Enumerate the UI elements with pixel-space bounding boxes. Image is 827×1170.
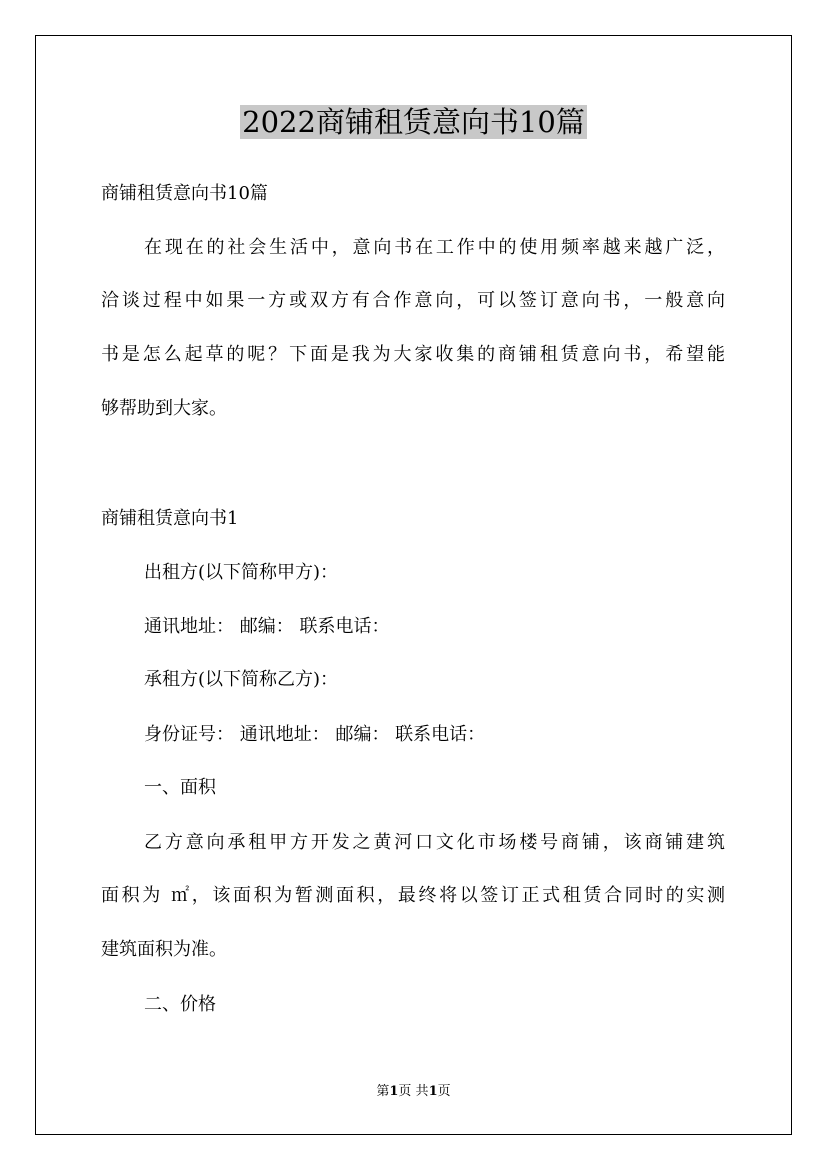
footer-page-total: 1 (428, 1084, 438, 1099)
intro-line-4: 够帮助到大家。 (101, 398, 227, 419)
subtitle: 商铺租赁意向书10篇 (101, 183, 268, 204)
footer-prefix: 第 (376, 1084, 390, 1099)
intro-line-2: 洽谈过程中如果一方或双方有合作意向，可以签订意向书，一般意向 (101, 290, 725, 311)
lessee-label: 承租方(以下简称乙方)： (144, 669, 339, 690)
area-line-3: 建筑面积为准。 (101, 939, 227, 960)
document-title (0, 100, 827, 144)
area-line-1: 乙方意向承租甲方开发之黄河口文化市场楼号商铺，该商铺建筑 (144, 832, 725, 853)
footer-mid: 页 共 (398, 1084, 429, 1099)
price-heading: 二、价格 (144, 994, 216, 1015)
footer-suffix: 页 (437, 1084, 451, 1099)
document-title-text: 2022商铺租赁意向书10篇 (242, 105, 585, 139)
intro-line-3: 书是怎么起草的呢？下面是我为大家收集的商铺租赁意向书，希望能 (101, 344, 725, 365)
lessor-label: 出租方(以下简称甲方)： (144, 562, 339, 583)
lessee-contact: 身份证号： 通讯地址： 邮编： 联系电话： (144, 724, 486, 745)
area-heading: 一、面积 (144, 777, 216, 798)
page-footer (0, 1083, 827, 1101)
intro-line-1: 在现在的社会生活中，意向书在工作中的使用频率越来越广泛， (144, 237, 725, 258)
lessor-contact: 通讯地址： 邮编： 联系电话： (144, 616, 390, 637)
footer-page-number: 1 (389, 1084, 399, 1099)
section-heading: 商铺租赁意向书1 (101, 508, 239, 529)
area-line-2: 面积为 ㎡，该面积为暂测面积，最终将以签订正式租赁合同时的实测 (101, 885, 725, 906)
